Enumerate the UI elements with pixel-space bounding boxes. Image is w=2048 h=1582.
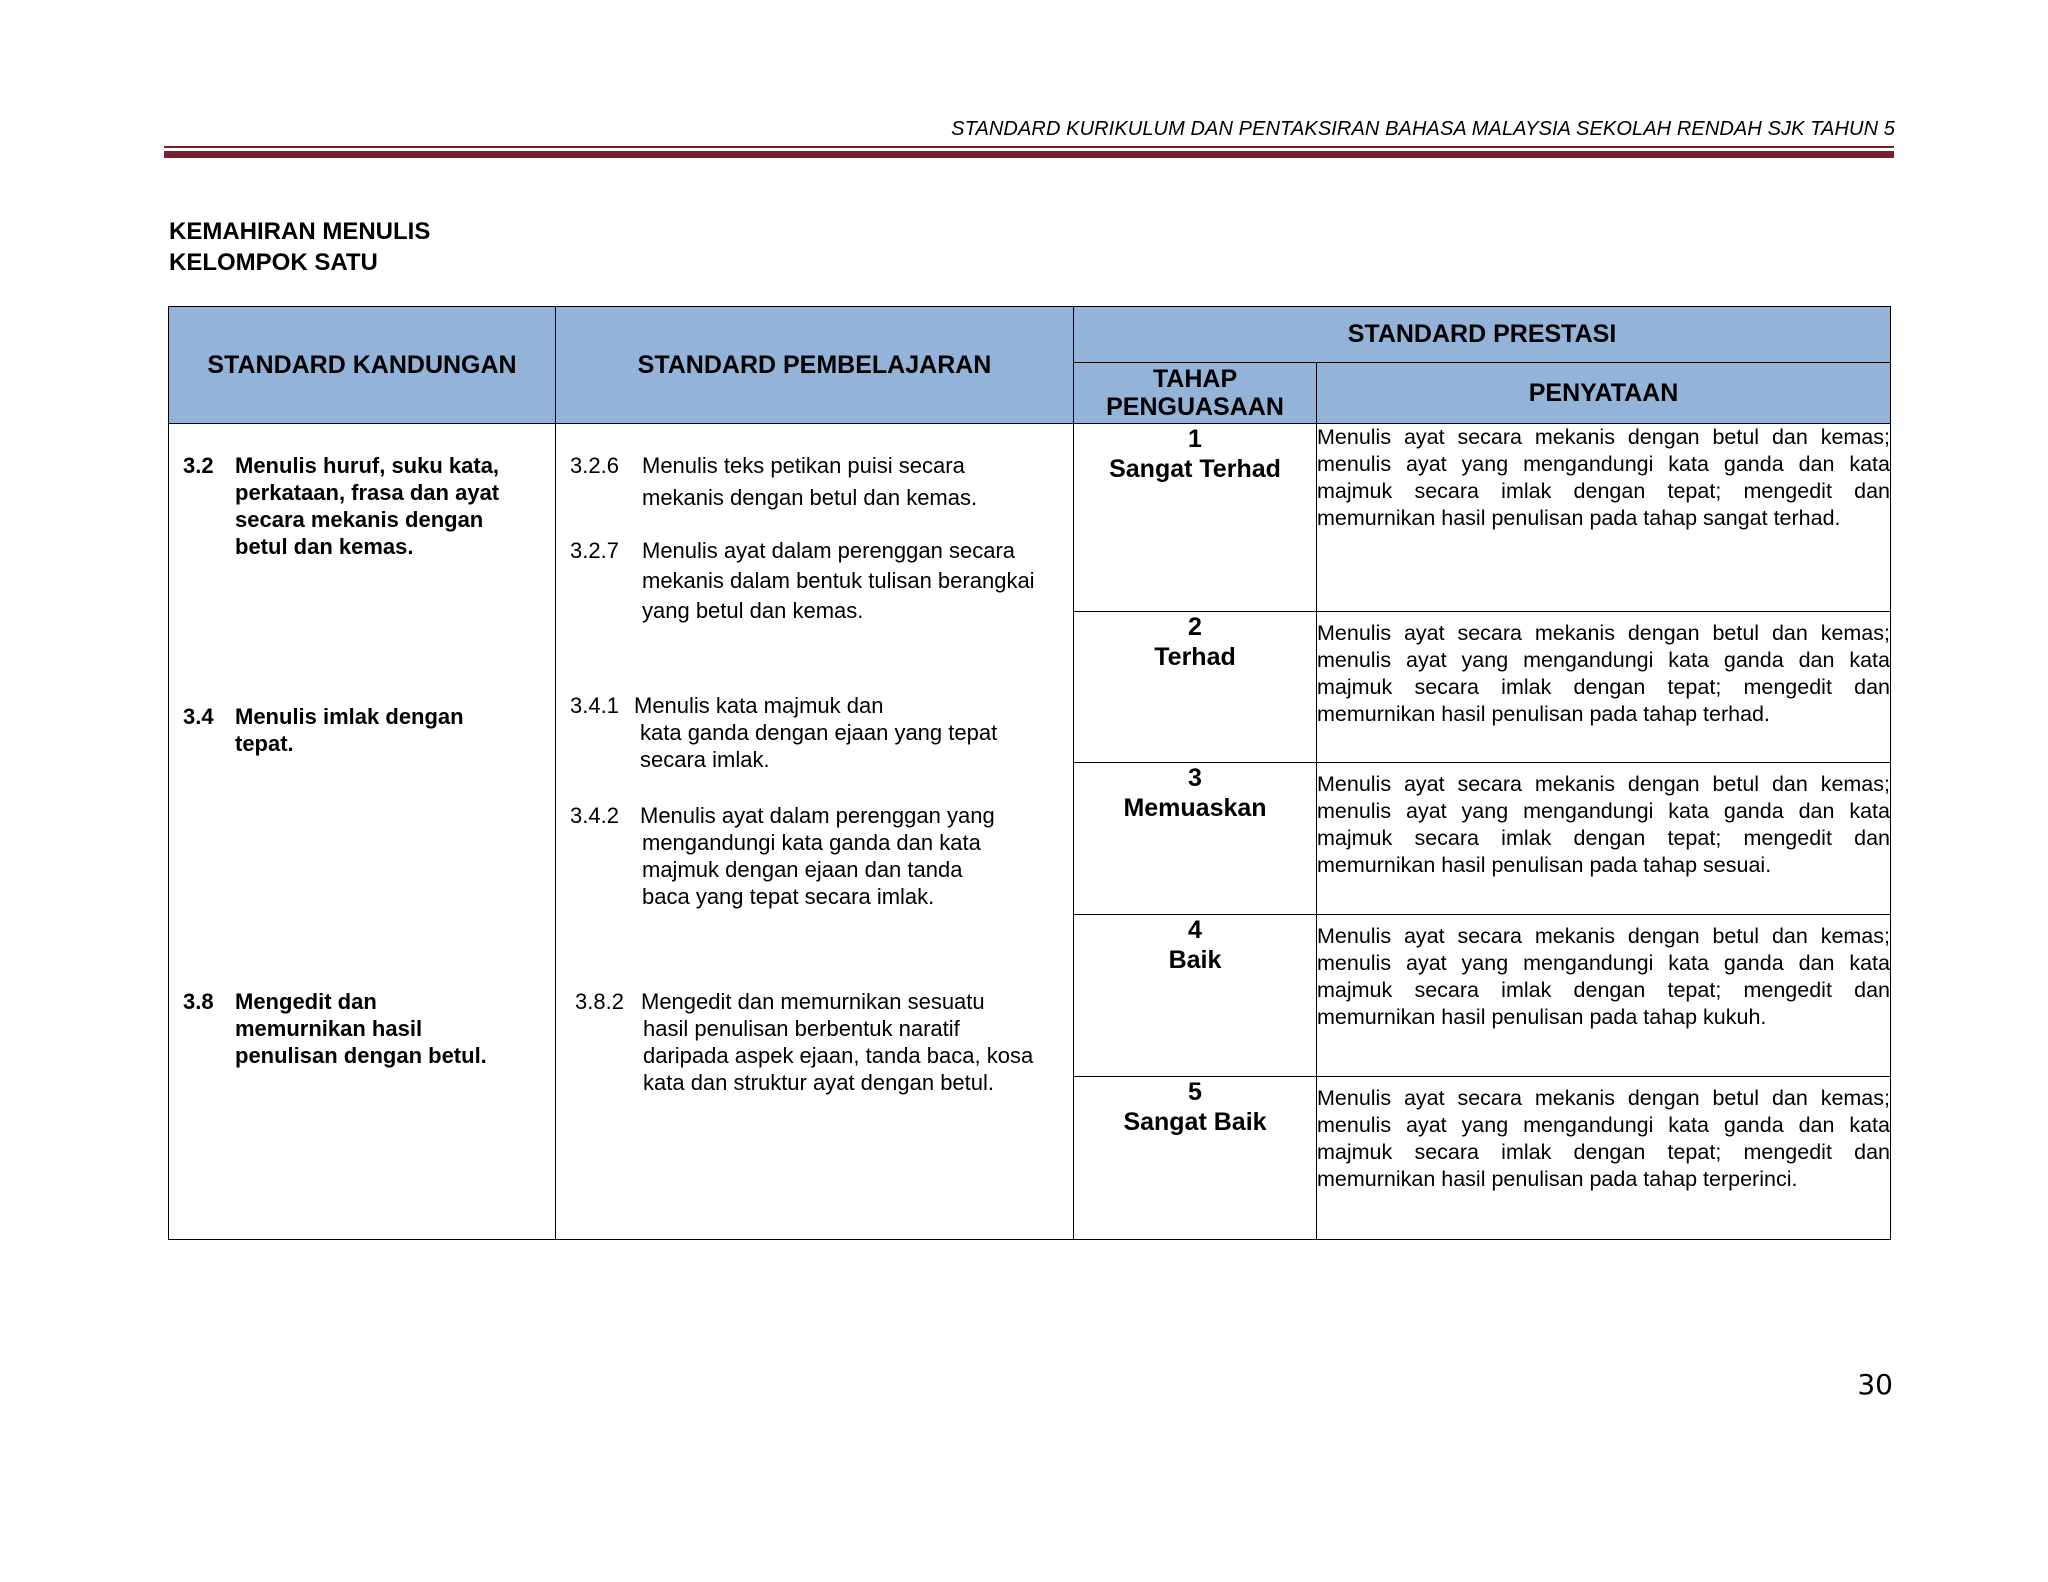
pembelajaran-text bbox=[641, 988, 1033, 1096]
pembelajaran-line: Mengedit dan memurnikan sesuatu bbox=[641, 989, 985, 1014]
kandungan-line: Mengedit dan bbox=[235, 989, 377, 1014]
tahap-label: Baik bbox=[1168, 945, 1222, 974]
kandungan-line: Menulis huruf, suku kata, bbox=[235, 453, 500, 478]
tahap-number: 2 bbox=[1188, 613, 1202, 642]
kandungan-number: 3.2 bbox=[183, 453, 214, 478]
tahap-level-1 bbox=[1074, 424, 1317, 612]
kandungan-text bbox=[235, 988, 487, 1069]
pembelajaran-text bbox=[634, 692, 997, 773]
pembelajaran-number: 3.4.1 bbox=[570, 693, 619, 718]
kandungan-text bbox=[235, 452, 499, 560]
pembelajaran-line: kata dan struktur ayat dengan betul. bbox=[643, 1070, 995, 1095]
tahap-label: Sangat Terhad bbox=[1109, 455, 1281, 483]
penyataan-level-1: Menulis ayat secara mekanis dengan betul dan kemas; menulis ayat yang mengandungi kata ganda dan kata majmuk secara imlak dengan tepat; mengedit dan memurnikan hasil penulisan pada tahap sangat terhad. bbox=[1317, 424, 1891, 612]
tahap-label: Sangat Baik bbox=[1123, 1107, 1267, 1136]
penyataan-level-5: Menulis ayat secara mekanis dengan betul dan kemas; menulis ayat yang mengandungi kata ganda dan kata majmuk secara imlak dengan tepat; mengedit dan memurnikan hasil penulisan pada tahap terperinci. bbox=[1317, 1076, 1891, 1239]
penyataan-level-3: Menulis ayat secara mekanis dengan betul dan kemas; menulis ayat yang mengandungi kata ganda dan kata majmuk secara imlak dengan tepat; mengedit dan memurnikan hasil penulisan pada tahap sesuai. bbox=[1317, 763, 1891, 914]
pembelajaran-line: mengandungi kata ganda dan kata bbox=[642, 830, 981, 855]
cell-standard-kandungan bbox=[169, 424, 556, 1240]
pembelajaran-text bbox=[642, 536, 1035, 626]
pembelajaran-line: Menulis ayat dalam perenggan secara bbox=[642, 538, 1016, 563]
pembelajaran-line: mekanis dalam bentuk tulisan berangkai bbox=[642, 568, 1035, 593]
header-tahap-line1: TAHAP bbox=[1152, 365, 1238, 393]
pembelajaran-line: kata ganda dengan ejaan yang tepat bbox=[640, 720, 998, 745]
header-rule-thick bbox=[164, 151, 1894, 158]
section-subtitle: KELOMPOK SATU bbox=[169, 249, 378, 276]
tahap-number: 4 bbox=[1188, 915, 1202, 944]
header-penyataan: PENYATAAN bbox=[1317, 363, 1891, 424]
cell-standard-pembelajaran bbox=[556, 424, 1074, 1240]
header-standard-pembelajaran: STANDARD PEMBELAJARAN bbox=[556, 307, 1074, 424]
penyataan-level-4: Menulis ayat secara mekanis dengan betul dan kemas; menulis ayat yang mengandungi kata ganda dan kata majmuk secara imlak dengan tepat; mengedit dan memurnikan hasil penulisan pada tahap kukuh. bbox=[1317, 914, 1891, 1076]
pembelajaran-line: daripada aspek ejaan, tanda baca, kosa bbox=[643, 1043, 1034, 1068]
tahap-level-2 bbox=[1074, 612, 1317, 763]
header-standard-prestasi: STANDARD PRESTASI bbox=[1074, 307, 1891, 363]
header-standard-kandungan: STANDARD KANDUNGAN bbox=[169, 307, 556, 424]
header-tahap-penguasaan bbox=[1074, 363, 1317, 424]
header-tahap-line2: PENGUASAAN bbox=[1106, 393, 1284, 421]
pembelajaran-line: majmuk dengan ejaan dan tanda bbox=[642, 857, 963, 882]
document-header-title: STANDARD KURIKULUM DAN PENTAKSIRAN BAHASA MALAYSIA SEKOLAH RENDAH SJK TAHUN 5 bbox=[951, 118, 1895, 140]
kandungan-line: Menulis imlak dengan bbox=[235, 704, 464, 729]
page-number: 30 bbox=[1857, 1368, 1893, 1401]
pembelajaran-line: secara imlak. bbox=[640, 747, 770, 772]
tahap-level-5 bbox=[1074, 1076, 1317, 1239]
pembelajaran-number: 3.2.7 bbox=[570, 538, 619, 563]
pembelajaran-text bbox=[640, 802, 995, 910]
tahap-number: 1 bbox=[1188, 425, 1202, 453]
pembelajaran-line: yang betul dan kemas. bbox=[642, 598, 864, 623]
pembelajaran-line: mekanis dengan betul dan kemas. bbox=[642, 485, 978, 510]
pembelajaran-text bbox=[642, 450, 977, 514]
tahap-number: 3 bbox=[1188, 764, 1202, 793]
kandungan-line: tepat. bbox=[235, 731, 294, 756]
pembelajaran-line: Menulis teks petikan puisi secara bbox=[642, 453, 965, 478]
pembelajaran-number: 3.2.6 bbox=[570, 453, 619, 478]
pembelajaran-line: baca yang tepat secara imlak. bbox=[642, 884, 935, 909]
pembelajaran-number: 3.4.2 bbox=[570, 803, 619, 828]
tahap-label: Terhad bbox=[1154, 643, 1236, 672]
tahap-number: 5 bbox=[1188, 1077, 1202, 1106]
penyataan-level-2: Menulis ayat secara mekanis dengan betul dan kemas; menulis ayat yang mengandungi kata ganda dan kata majmuk secara imlak dengan tepat; mengedit dan memurnikan hasil penulisan pada tahap terhad. bbox=[1317, 612, 1891, 763]
kandungan-line: penulisan dengan betul. bbox=[235, 1043, 487, 1068]
kandungan-text bbox=[235, 703, 464, 757]
tahap-level-4 bbox=[1074, 914, 1317, 1076]
kandungan-line: secara mekanis dengan bbox=[235, 507, 484, 532]
kandungan-line: perkataan, frasa dan ayat bbox=[235, 480, 500, 505]
kandungan-number: 3.8 bbox=[183, 989, 214, 1014]
tahap-label: Memuaskan bbox=[1123, 794, 1267, 823]
kandungan-line: memurnikan hasil bbox=[235, 1016, 423, 1041]
pembelajaran-number: 3.8.2 bbox=[575, 989, 624, 1014]
header-rule-thin bbox=[164, 146, 1894, 148]
kandungan-number: 3.4 bbox=[183, 704, 214, 729]
pembelajaran-line: Menulis kata majmuk dan bbox=[634, 693, 884, 718]
kandungan-line: betul dan kemas. bbox=[235, 534, 414, 559]
pembelajaran-line: hasil penulisan berbentuk naratif bbox=[643, 1016, 960, 1041]
section-title: KEMAHIRAN MENULIS bbox=[169, 218, 431, 245]
pembelajaran-line: Menulis ayat dalam perenggan yang bbox=[640, 803, 995, 828]
standards-table bbox=[168, 306, 1891, 1240]
tahap-level-3 bbox=[1074, 763, 1317, 914]
section-heading bbox=[169, 216, 430, 278]
